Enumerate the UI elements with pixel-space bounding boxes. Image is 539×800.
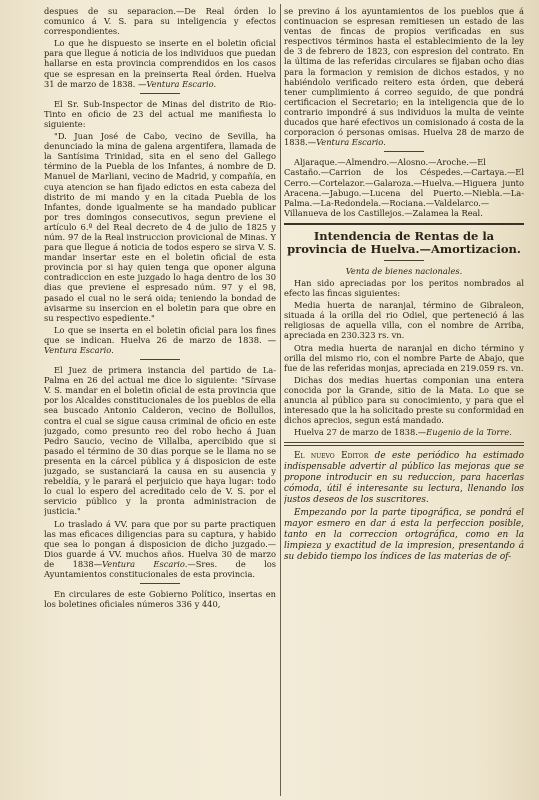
- section-rule: [284, 223, 524, 225]
- right-column: [284, 6, 524, 794]
- town-list: Aljaraque.—Almendro.—Alosno.—Aroche.—El Castaño.—Carrion de los Céspedes.—Cartaya.—El Cerro.—Cortelazor.—Galaroza.—Huelva.—Higuera junto Aracena.—Jabugo.—Lucena del Puerto.—Niebla.—La-Palma.—La-Redondela.—Rociana.—Valdelarco.—Villanueva de los Castillejos.—Zalamea la Real.: [284, 157, 524, 218]
- paragraph: Media huerta de naranjal, término de Gibraleon, situada á la orilla del rio Odiel, que perteneció á las religiosas de aquella villa, con el nombre de Arriba, apreciada en 230.323 rs. vn.: [284, 300, 524, 341]
- paragraph: Dichas dos medias huertas componian una entera conocida por la Grande, sitio de la Mata. Lo que se anuncia al público para su conocimiento, y para que el interesado que la ha solicitado preste su conformidad en dichos aprecios, segun está mandado.: [284, 374, 524, 426]
- separator: [140, 583, 180, 584]
- paragraph: Lo traslado á VV. para que por su parte practiquen las mas eficaces diligencias para su captura, y habido que sea lo pongan á disposicion de dicho juzgado.—Dios guarde á VV. muchos años. Huelva 30 de marzo de 1838—Ventura Escario.—Sres. de los Ayuntamientos constitucionales de esta provincia.: [44, 518, 276, 579]
- editor-notice: [284, 451, 524, 563]
- paragraph: Han sido apreciadas por los peritos nombrados al efecto las fincas siguientes:: [284, 277, 524, 299]
- paragraph: Otra media huerta de naranjal en dicho término y orilla del mismo rio, con el nombre Parte de Abajo, que fue de las referidas monjas, apreciada en 219.059 rs. vn.: [284, 342, 524, 373]
- quoted-notice: "D. Juan José de Cabo, vecino de Sevilla, ha denunciado la mina de galena argentifera, llamada de la Santísima Trinidad, sita en el seno del Gallego término de la Puebla de los Infantes, á nombre de D. Manuel de Marliani, vecino de Madrid, y compañía, en cuya atencion se han fijado edictos en esta cabeza del distrito de mi mando y en la citada Puebla de los Infantes, donde igualmente se ha mandado publicar por tres domingos consecutivos, segun previene el artículo 6.º del Real decreto de 4 de julio de 1825 y núm. 97 de la Real instruccion provicional de Minas. Y para que llegue á noticia de todos espero se sirva V. S. mandar insertar este en el boletin oficial de esta provincia por si hay quien tenga que oponer alguna contradiccion en este juzgado lo haga dentro de los 30 dias que previene el espresado núm. 97 y el 98, pasado el cual no le será oida; teniendo la bondad de avisarme su insercion en el boletin para que obre en su respectivo espediente.": [44, 131, 276, 323]
- paragraph: se previno á los ayuntamientos de los pueblos que á continuacion se espresan remitiesen un estado de las ventas de fincas de propios verificadas en sus respectivos términos hasta el establecimiento de la ley de 3 de febrero de 1823, con espresion del contrato. En la última de las referidas circulares se fijaban ocho dias para la formacion y remision de dichos estados, y no habiéndolo verificado reitero esta órden, que deberá tener cumplimiento á correo seguido, de que pondrá certificacion el Secretario; en la inteligencia que de lo contrario impondré á sus individuos la multa de veinte ducados que haré efectivos un comisionado á costa de la corporacion ó personas omisas. Huelva 28 de marzo de 1838.—Ventura Escario.: [284, 6, 524, 148]
- column-divider: [280, 4, 281, 796]
- paragraph: Lo que he dispuesto se inserte en el boletin oficial para que llegue á noticia de los individuos que puedan hallarse en esta provincia comprendidos en los casos que se espresan en la preinserta Real órden. Huelva 31 de marzo de 1838. —Ventura Escario.: [44, 38, 276, 89]
- double-rule: [284, 442, 524, 446]
- paragraph: Empezando por la parte tipográfica, se pondrá el mayor esmero en dar á esta la perfeccion posible, tanto en la correccion ortográfica, como en la limpieza y exactitud de la impresion, presentando á su debido tiempo los índices de las materias de of-: [284, 508, 524, 563]
- paragraph: despues de su separacion.—De Real órden lo comunico á V. S. para su inteligencia y efectos correspondientes.: [44, 6, 276, 37]
- subheading: Venta de bienes nacionales.: [345, 265, 463, 276]
- separator: [140, 359, 180, 360]
- paragraph: El Sr. Sub-Inspector de Minas del distrito de Rio-Tinto en oficio de 23 del actual me manifiesta lo siguiente:: [44, 98, 276, 129]
- section-heading: Intendencia de Rentas de la provincia de Huelva.—Amortizacion.: [287, 228, 521, 256]
- separator: [384, 151, 424, 152]
- paragraph: Lo que se inserta en el boletin oficial para los fines que se indican. Huelva 26 de marzo de 1838. —Ventura Escario.: [44, 324, 276, 355]
- separator: [140, 93, 180, 94]
- paragraph: El Juez de primera instancia del partido de La-Palma en 26 del actual me dice lo siguiente: "Sírvase V. S. mandar en el boletin oficial de esta provincia que por los Alcaldes constitucionales de los pueblos de ella sea buscado Antonio Calderon, vecino de Bollullos, contra el cual se sigue causa criminal de oficio en este juzgado, como presunto reo del robo hecho á Juan Pedro Saucio, vecino de Villalba, apercibido que si pasado el término de 30 dias porque se le llama no se presenta en la cárcel pública y á disposicion de este juzgado, se sustanciará la causa en su ausencia y rebeldía, y le parará el perjuicio que haya lugar: todo lo cual lo espero del acreditado celo de V. S. por el servicio público y la pronta administracion de justicia.": [44, 365, 276, 517]
- paragraph: Huelva 27 de marzo de 1838.—Eugenio de la Torre.: [294, 427, 512, 438]
- paragraph: El nuevo Editor de este periódico ha estimado indispensable advertir al público las mejoras que se propone introducir en su reduccion, para hacerlas cómoda, útil é interesante su lectura, llenando los justos deseos de los suscritores.: [284, 451, 524, 506]
- separator: [384, 260, 424, 261]
- left-column: [44, 6, 276, 794]
- paragraph: En circulares de este Gobierno Político, insertas en los boletines oficiales números 336 y 440,: [44, 589, 276, 610]
